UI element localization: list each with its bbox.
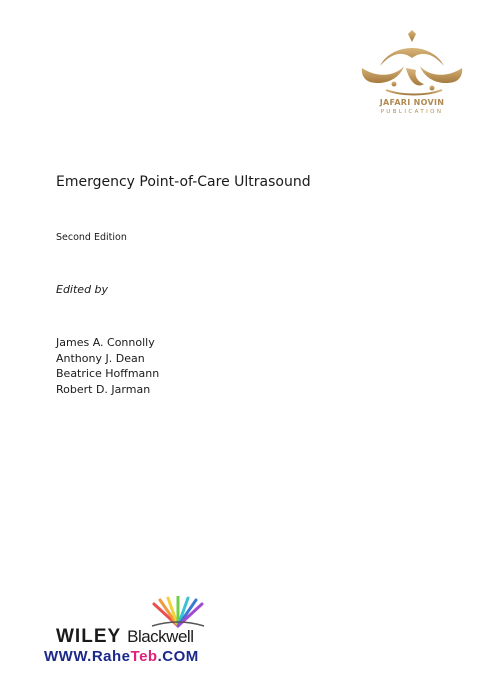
editor-name: Robert D. Jarman xyxy=(56,382,151,396)
ornament-icon xyxy=(352,28,472,98)
editor-name: Anthony J. Dean xyxy=(56,351,145,365)
website-name-part-a: Rahe xyxy=(91,648,131,665)
website-suffix: .COM xyxy=(157,648,199,665)
website-name-part-b: Teb xyxy=(130,648,158,665)
edited-by-label: Edited by xyxy=(56,283,109,296)
website-prefix: WWW. xyxy=(44,648,92,665)
publisher-name: JAFARI NOVIN xyxy=(379,98,445,107)
book-title: Emergency Point-of-Care Ultrasound xyxy=(56,174,311,190)
book-edition: Second Edition xyxy=(56,232,127,243)
editor-name: Beatrice Hoffmann xyxy=(56,367,160,380)
open-book-icon xyxy=(148,596,208,630)
editor-name: James A. Connolly xyxy=(56,336,155,349)
website-link[interactable] xyxy=(44,648,199,665)
publisher-logo xyxy=(352,28,472,120)
publisher-wordmark xyxy=(56,626,193,648)
blackwell-imprint: Blackwell xyxy=(127,627,194,646)
wiley-wordmark: WILEY xyxy=(56,626,121,647)
publisher-subtitle: PUBLICATION xyxy=(380,109,444,115)
editor-list xyxy=(56,335,159,397)
